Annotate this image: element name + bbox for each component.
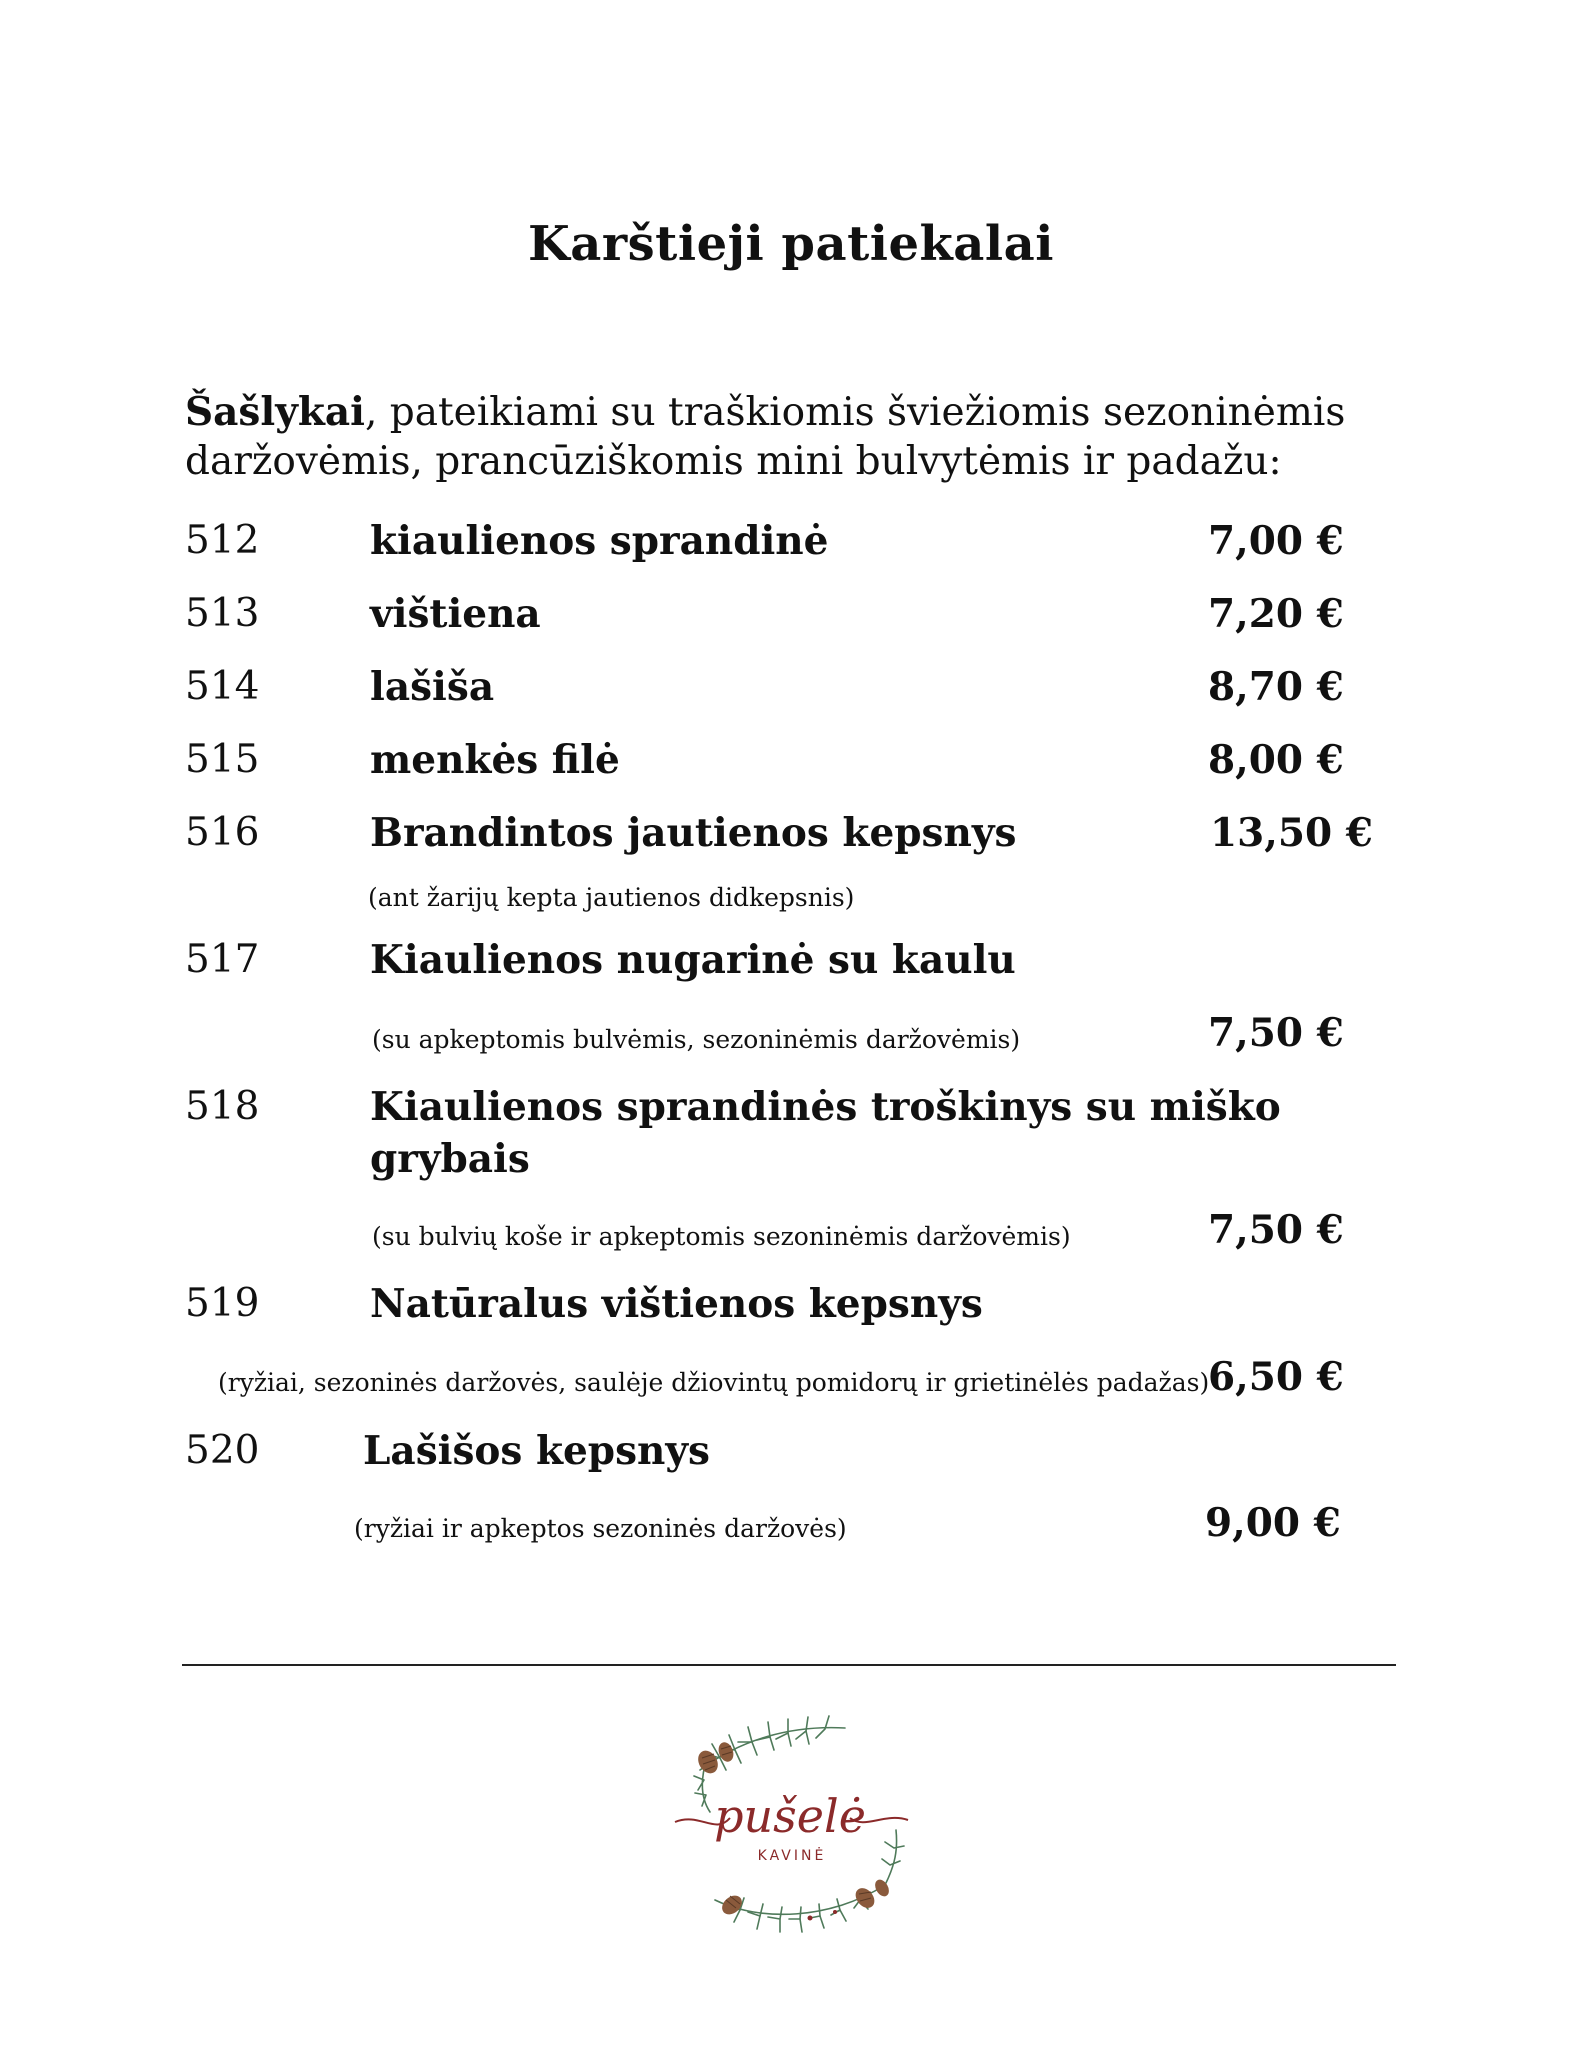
item-name: Lašišos kepsnys bbox=[363, 1428, 711, 1474]
item-name: vištiena bbox=[370, 591, 541, 637]
item-name-line1: Kiaulienos sprandinės troškinys su miško bbox=[370, 1084, 1281, 1130]
item-number: 517 bbox=[185, 937, 260, 982]
item-note: (su apkeptomis bulvėmis, sezoninėmis daržovėmis) bbox=[372, 1025, 1021, 1054]
item-note: (ryžiai ir apkeptos sezoninės daržovės) bbox=[354, 1514, 847, 1543]
item-price: 13,50 € bbox=[1210, 810, 1373, 856]
item-price: 7,20 € bbox=[1208, 591, 1344, 637]
pine-wreath-icon bbox=[660, 1700, 920, 1940]
item-note: (ant žarijų kepta jautienos didkepsnis) bbox=[368, 883, 855, 912]
cafe-logo bbox=[660, 1700, 920, 1940]
item-name-line2: grybais bbox=[370, 1136, 530, 1182]
divider-line bbox=[182, 1664, 1396, 1666]
item-price: 7,50 € bbox=[1208, 1010, 1344, 1056]
item-number: 520 bbox=[185, 1428, 260, 1473]
item-price: 8,70 € bbox=[1208, 664, 1344, 710]
item-note: (ryžiai, sezoninės daržovės, saulėje džiovintų pomidorų ir grietinėlės padažas) bbox=[218, 1368, 1210, 1397]
item-number: 512 bbox=[185, 518, 260, 563]
item-number: 515 bbox=[185, 737, 260, 782]
item-name: Brandintos jautienos kepsnys bbox=[370, 810, 1017, 856]
logo-script-text: pušelė bbox=[714, 1789, 866, 1843]
item-price: 6,50 € bbox=[1208, 1354, 1344, 1400]
item-name: lašiša bbox=[370, 664, 495, 710]
item-number: 518 bbox=[185, 1084, 260, 1129]
item-name: Kiaulienos nugarinė su kaulu bbox=[370, 937, 1016, 983]
intro-line2: daržovėmis, prancūziškomis mini bulvytėmis ir padažu: bbox=[185, 439, 1282, 484]
page-title: Karštieji patiekalai bbox=[528, 216, 1054, 272]
item-name: menkės filė bbox=[370, 737, 620, 783]
item-note: (su bulvių koše ir apkeptomis sezoninėmis daržovėmis) bbox=[372, 1222, 1071, 1251]
item-number: 513 bbox=[185, 591, 260, 636]
item-name: kiaulienos sprandinė bbox=[370, 518, 829, 564]
item-number: 519 bbox=[185, 1281, 260, 1326]
intro-line1: , pateikiami su traškiomis šviežiomis sezoninėmis bbox=[364, 390, 1346, 435]
item-number: 514 bbox=[185, 664, 260, 709]
intro-text bbox=[185, 388, 1405, 486]
item-price: 8,00 € bbox=[1208, 737, 1344, 783]
item-price: 7,00 € bbox=[1208, 518, 1344, 564]
item-price: 7,50 € bbox=[1208, 1207, 1344, 1253]
item-number: 516 bbox=[185, 810, 260, 855]
item-price: 9,00 € bbox=[1205, 1500, 1341, 1546]
logo-sub-text: KAVINĖ bbox=[757, 1848, 827, 1864]
item-name: Natūralus vištienos kepsnys bbox=[370, 1281, 983, 1327]
intro-bold: Šašlykai bbox=[185, 389, 365, 435]
